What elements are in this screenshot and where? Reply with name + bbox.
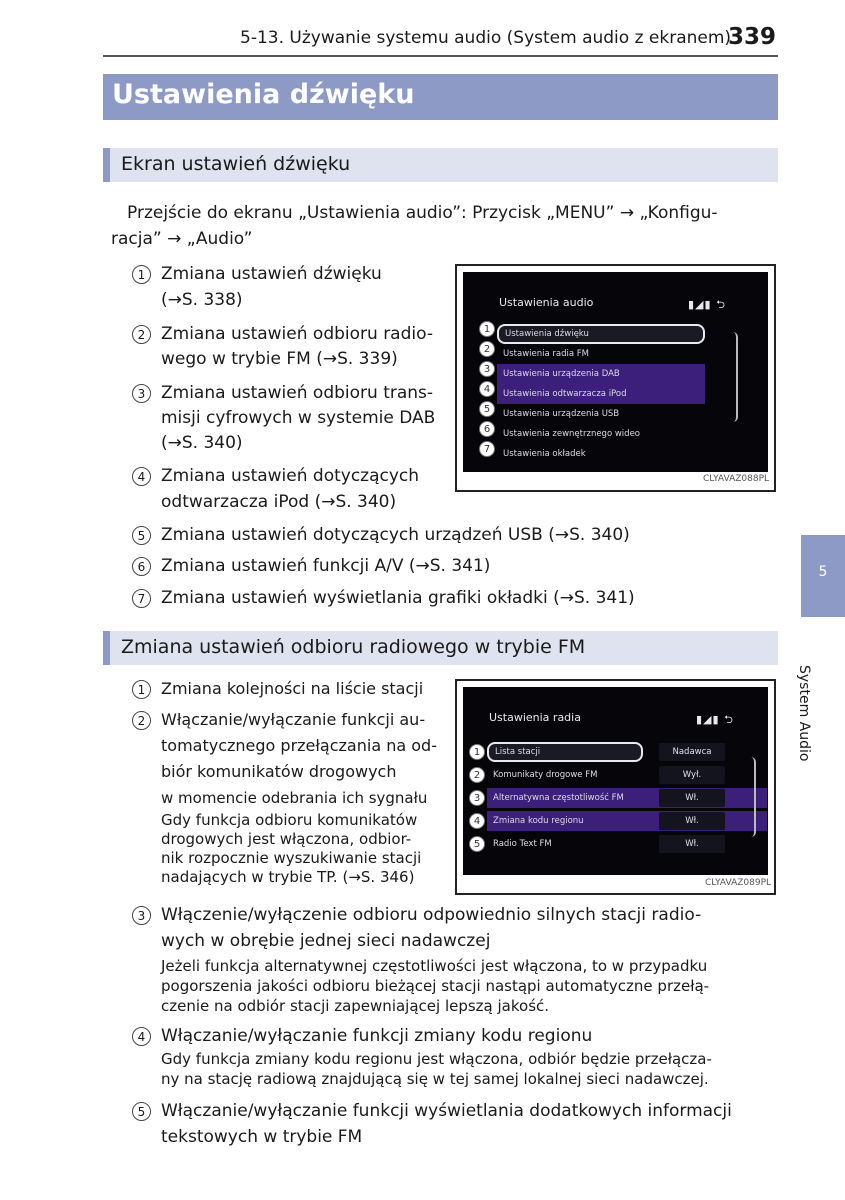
list-item: odtwarzacza iPod (→S. 340) (161, 492, 397, 512)
callout-number: 5 (479, 401, 495, 417)
screen-row: Lista stacji (487, 742, 643, 762)
image-code: CLYAVAZ089PL (705, 878, 772, 888)
screen-row: Ustawienia dźwięku (497, 324, 705, 344)
screen-row: Ustawienia radia FM (503, 349, 589, 359)
header-divider (103, 55, 778, 57)
display-screen (463, 687, 768, 875)
callout-number: 7 (479, 441, 495, 457)
list-item: Zmiana ustawień funkcji A/V (→S. 341) (161, 556, 491, 576)
page-title: Ustawienia dźwięku (112, 79, 415, 110)
display-screen (463, 272, 768, 472)
list-item: Zmiana ustawień odbioru trans- (161, 383, 434, 403)
screen-row: Ustawienia urządzenia DAB (497, 364, 705, 384)
list-item: wego w trybie FM (→S. 339) (161, 349, 398, 369)
list-item: wych w obrębie jednej sieci nadawczej (161, 931, 491, 951)
list-item: Zmiana ustawień wyświetlania grafiki okładki (→S. 341) (161, 588, 635, 608)
scrollbar (733, 332, 738, 422)
callout-number: 6 (479, 421, 495, 437)
list-item: misji cyfrowych w systemie DAB (161, 408, 436, 428)
item-number: 2 (132, 711, 151, 730)
note-line: nadających w trybie TP. (→S. 346) (161, 868, 415, 886)
list-item: Zmiana ustawień dźwięku (161, 264, 382, 284)
list-item: Włączanie/wyłączanie funkcji au- (161, 710, 426, 729)
scrollbar (751, 757, 756, 837)
note-line: Jeżeli funkcja alternatywnej częstotliwości jest włączona, to w przypadku (161, 957, 708, 975)
callout-number: 1 (469, 744, 485, 760)
item-number: 6 (132, 557, 151, 576)
note-line: Gdy funkcja zmiany kodu regionu jest włączona, odbiór będzie przełącza- (161, 1050, 712, 1068)
callout-number: 3 (479, 361, 495, 377)
list-item: Włączanie/wyłączanie funkcji wyświetlania dodatkowych informacji (161, 1101, 732, 1121)
callout-number: 2 (469, 767, 485, 783)
list-item: Zmiana ustawień odbioru radio- (161, 324, 433, 344)
list-item: biór komunikatów drogowych (161, 762, 397, 781)
page-number: 339 (728, 24, 777, 50)
status-icons: ▮◢▮ ⮌ (696, 713, 734, 726)
chapter-header: 5-13. Używanie systemu audio (System audio z ekranem) (240, 28, 732, 48)
screen-title: Ustawienia radia (489, 711, 581, 724)
image-code: CLYAVAZ088PL (703, 474, 770, 484)
note-line: pogorszenia jakości odbioru bieżącej stacji nastąpi automatyczne przełą- (161, 977, 710, 995)
item-number: 5 (132, 1102, 151, 1121)
item-number: 4 (132, 467, 151, 486)
item-number: 3 (132, 384, 151, 403)
screen-row: Ustawienia urządzenia USB (503, 409, 620, 419)
note-line: Gdy funkcja odbioru komunikatów (161, 811, 418, 829)
list-item: Zmiana kolejności na liście stacji (161, 679, 424, 698)
callout-number: 4 (469, 813, 485, 829)
list-item: Zmiana ustawień dotyczących (161, 466, 420, 486)
note-line: ny na stację radiową znajdującą się w tej samej lokalnej sieci nadawczej. (161, 1070, 709, 1088)
section-heading: Ekran ustawień dźwięku (121, 153, 351, 175)
setting-value: Wł. (659, 789, 725, 807)
chapter-tab-number: 5 (818, 564, 828, 580)
status-icons: ▮◢▮ ⮌ (688, 298, 726, 311)
screenshot-radio-settings (455, 679, 776, 895)
screen-row: Ustawienia odtwarzacza iPod (497, 384, 705, 404)
setting-value: Nadawca (659, 743, 725, 761)
note-line: nik rozpocznie wyszukiwanie stacji (161, 849, 422, 867)
screen-row: Radio Text FM (493, 839, 552, 849)
list-item: tomatycznego przełączania na od- (161, 736, 437, 755)
item-number: 1 (132, 265, 151, 284)
item-number: 2 (132, 325, 151, 344)
note-line: czenie na odbiór stacji zapewniającej lepszą jakość. (161, 997, 550, 1015)
item-number: 1 (132, 680, 151, 699)
screen-title: Ustawienia audio (499, 296, 594, 309)
item-number: 3 (132, 906, 151, 925)
setting-value: Wł. (659, 812, 725, 830)
note-line: drogowych jest włączona, odbior- (161, 830, 412, 848)
item-number: 5 (132, 526, 151, 545)
callout-number: 3 (469, 790, 485, 806)
callout-number: 1 (479, 321, 495, 337)
list-item: (→S. 338) (161, 290, 243, 310)
setting-value: Wył. (659, 766, 725, 784)
callout-number: 4 (479, 381, 495, 397)
intro-line: Przejście do ekranu „Ustawienia audio”: Przycisk „MENU” → „Konfigu- (127, 203, 718, 223)
intro-line: racja” → „Audio” (111, 229, 253, 249)
screen-row: Ustawienia okładek (503, 449, 586, 459)
list-item: tekstowych w trybie FM (161, 1127, 363, 1147)
list-item: Włączenie/wyłączenie odbioru odpowiednio silnych stacji radio- (161, 905, 702, 925)
item-number: 7 (132, 589, 151, 608)
screen-row: Ustawienia zewnętrznego wideo (503, 429, 640, 439)
screen-row: Komunikaty drogowe FM (493, 770, 598, 780)
list-item: (→S. 340) (161, 433, 243, 453)
setting-value: Wł. (659, 835, 725, 853)
section-heading: Zmiana ustawień odbioru radiowego w trybie FM (121, 636, 586, 658)
list-item: w momencie odebrania ich sygnału (161, 789, 428, 807)
list-item: Włączanie/wyłączanie funkcji zmiany kodu regionu (161, 1026, 593, 1046)
callout-number: 2 (479, 341, 495, 357)
screen-row: Zmiana kodu regionu (487, 811, 767, 831)
callout-number: 5 (469, 836, 485, 852)
chapter-tab-label: System Audio (796, 665, 812, 762)
screenshot-audio-settings (455, 264, 776, 492)
list-item: Zmiana ustawień dotyczących urządzeń USB (→S. 340) (161, 525, 630, 545)
item-number: 4 (132, 1027, 151, 1046)
screen-row: Alternatywna częstotliwość FM (487, 788, 767, 808)
